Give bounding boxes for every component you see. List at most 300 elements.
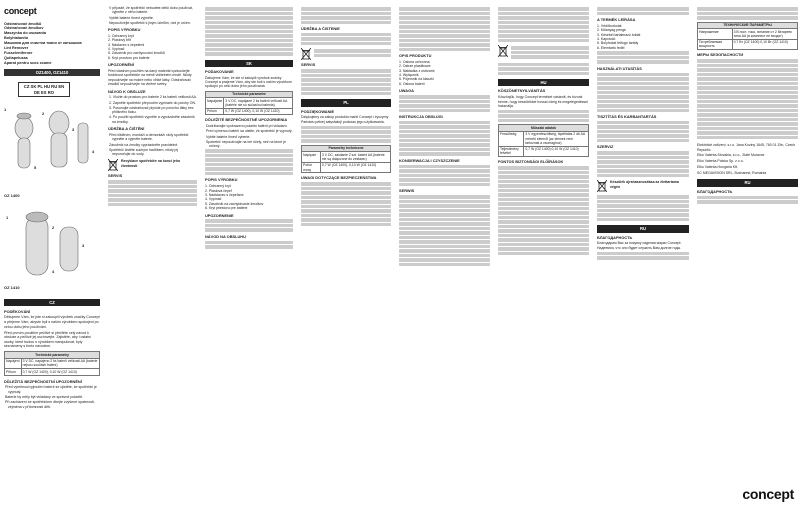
text-line <box>697 113 798 117</box>
text-line <box>597 151 689 155</box>
sk-intro: Ďakujeme Vám, že ste si zakúpili výrobok značky Concept a prajeme Vám, aby ste boli s naším výrobkom spokojní po celú dobu jeho používania. <box>205 75 292 89</box>
text-line <box>498 225 589 229</box>
text-line <box>597 134 689 138</box>
fig-label-b1: 1 <box>6 214 9 220</box>
cover-column <box>0 0 104 511</box>
sk-heading: POĎAKOVANIE <box>205 68 234 74</box>
ru-table-cell: 0,7 Вт (OZ 1400) 0,10 Вт (OZ 1410) <box>732 39 797 50</box>
pl-table-cell: Napięcie <box>302 152 321 163</box>
hu-continued-column <box>593 0 693 511</box>
text-line <box>498 234 589 238</box>
text-line <box>205 21 293 25</box>
text-line <box>597 256 689 260</box>
text-line <box>301 135 391 139</box>
text-line <box>399 209 490 213</box>
sk-pl-column <box>297 0 395 511</box>
cz-table-cell: Napájení <box>5 358 22 369</box>
text-line <box>597 12 689 16</box>
text-line <box>399 204 490 208</box>
text-line <box>399 95 490 99</box>
text-line <box>301 182 391 186</box>
hu-table-cell: Teljesítmény felvétel <box>499 146 524 157</box>
crossed-bin-icon <box>498 45 508 57</box>
text-line <box>399 7 490 11</box>
text-line <box>399 130 490 134</box>
cz-safety-item: V případě, že spotřebič nebudete delší dobu používat, vyjměte z něho baterie. <box>109 6 193 15</box>
sk-notice-heading: UPOZORNENIE <box>205 212 234 218</box>
text-line <box>498 16 589 20</box>
title-en: Lint Remover <box>4 46 29 51</box>
text-line <box>399 174 490 178</box>
text-line <box>301 69 391 73</box>
text-line <box>301 187 391 191</box>
text-line <box>597 51 689 55</box>
pl-recycle-block <box>498 45 589 60</box>
text-line <box>697 64 798 68</box>
text-line <box>399 227 490 231</box>
hu-part-item: 6. Elemtartó fedél <box>597 45 625 50</box>
sk-recycle-block <box>301 48 391 60</box>
text-line <box>697 104 798 108</box>
text-line <box>498 110 589 114</box>
text-line <box>108 180 197 184</box>
sk-safety-item: Dodržiavajte vyobrazenú polaritu batérií pri vkladaní. <box>206 124 288 129</box>
ru-tech-table <box>697 22 798 51</box>
brand-logo: concept <box>4 6 37 16</box>
text-line <box>498 220 589 224</box>
text-line <box>399 134 490 138</box>
text-line <box>697 122 798 126</box>
cz-safety-heading: DŮLEŽITÁ BEZPEČNOSTNÍ UPOZORNĚNÍ <box>4 378 82 384</box>
text-line <box>498 193 589 197</box>
text-line <box>301 209 391 213</box>
text-line <box>697 136 798 140</box>
crossed-bin-icon <box>108 159 118 171</box>
fig-label-b4: 4 <box>52 268 55 274</box>
text-line <box>697 200 798 204</box>
cz-intro: Děkujeme Vám, že jste si zakoupili výrobek značky Concept a přejeme Vám, abyste byli s naším výrobkem spokojeni po celou dobu jeho používání. <box>4 315 100 329</box>
pl-tech-table <box>301 145 391 174</box>
lang-head-cz: CZ <box>4 299 100 306</box>
sk-part-item: 5. Zásobník na zachytávanie žmolkov <box>205 201 264 206</box>
text-line <box>205 25 293 29</box>
text-line <box>597 209 689 213</box>
text-line <box>399 245 490 249</box>
text-line <box>399 254 490 258</box>
text-line <box>205 245 293 249</box>
text-line <box>697 91 798 95</box>
text-line <box>498 72 589 76</box>
text-line <box>399 48 490 52</box>
text-line <box>597 60 689 64</box>
sk-table-cell: 3 V DC, napájané 2 ks batérií veľkosti AA (batérie nie sú súčasťou balenia) <box>224 98 293 109</box>
sk-safety-item: Vybité batérie ihneď vyberte. <box>206 134 251 139</box>
text-line <box>301 42 391 46</box>
text-line <box>511 51 589 55</box>
cz-part-item: 5. Zásobník pro zachycování žmolků <box>108 51 165 56</box>
text-line <box>301 87 391 91</box>
cz-recycle-block <box>108 159 197 171</box>
title-pl: Maszynka do usuwania <box>4 31 46 36</box>
text-line <box>108 194 197 198</box>
brand-logo-footer: concept <box>742 485 794 502</box>
crossed-bin-icon <box>301 48 311 60</box>
text-line <box>498 211 589 215</box>
text-line <box>697 59 798 63</box>
text-line <box>597 56 689 60</box>
text-line <box>399 222 490 226</box>
text-line <box>498 229 589 233</box>
sk-table-title: Technické parametre <box>206 91 293 97</box>
cz-notice: Před vlastním použitím na daný materiál vyzkoušejte funkčnost spotřebiče na méně viditelném místě. Nikdy nepoužívejte na mokré nebo vlhké látky. Odstraňovač žmolků nepoužívejte na vlněné svetry. <box>108 69 192 87</box>
text-line <box>597 160 689 164</box>
text-line <box>597 73 689 77</box>
contact-sk: Elko Valenta-Slovakia, s.r.o., Zlaté Moravce <box>697 153 765 158</box>
text-line <box>498 67 589 71</box>
text-line <box>399 240 490 244</box>
text-line <box>597 125 689 129</box>
cz-heading: PODĚKOVÁNÍ <box>4 309 31 315</box>
text-line <box>597 109 689 113</box>
hu-table-cell: 3 V egyenfeszültség, tápellátás 2 db AA méretű elemről (az elemek nem tartoznak a csomaghoz) <box>524 131 589 146</box>
text-line <box>399 236 490 240</box>
hu-table-title: Műszaki adatok <box>499 125 589 131</box>
contact-pl: Elko Valenta Polska Sp. z o.o. <box>697 159 744 164</box>
text-line <box>399 21 490 25</box>
text-line <box>498 207 589 211</box>
cz-intro2: Před prvním použitím pečlivě si přečtěte celý návod k obsluze a pečlivě jej uschovejte. Zajistěte, aby i ostatní osoby, které budou s výrobkem manipulovat, byly seznámeny s tímto návodem. <box>4 330 92 349</box>
text-line <box>498 198 589 202</box>
ru-table-cell: Потребляемая мощность <box>698 39 733 50</box>
sk-safety-heading: DÔLEŽITÉ BEZPEČNOSTNÉ UPOZORNENIA <box>205 117 288 123</box>
text-line <box>597 130 689 134</box>
text-line <box>399 39 490 43</box>
text-line <box>399 165 490 169</box>
title-ru: Машинка для очистки ткани от катышков <box>4 41 82 46</box>
fig-label-3: 3 <box>72 126 75 132</box>
text-line <box>597 252 689 256</box>
sk-table-cell: Napájanie <box>206 98 224 109</box>
text-line <box>301 218 391 222</box>
cz-part-item: 2. Plastový břit <box>108 38 131 43</box>
sk-use-heading: NÁVOD NA OBSLUHU <box>205 233 246 239</box>
cz-use-step: 4. Po použití spotřebič vypněte a vyprázdněte zásobník na žmolky. <box>109 115 195 124</box>
text-line <box>498 114 589 118</box>
fig-label-b3: 3 <box>82 242 85 248</box>
title-sk: Odstraňovač žmolkov <box>4 26 44 31</box>
text-line <box>301 21 391 25</box>
cz-safety-item: Při zacházení se spotřebičem dbejte zvýšené opatrnosti, zejména v přítomnosti dětí. <box>5 400 95 409</box>
hu-use-heading: HASZNÁLATI UTASÍTÁS <box>597 65 642 71</box>
text-line <box>301 200 391 204</box>
sk-safety-item: Pred výmenou batérií sa uistite, že spotrebič je vypnutý. <box>206 129 293 134</box>
text-line <box>205 12 293 16</box>
fig-label-5: 5 <box>34 164 37 170</box>
product-figure-oz1400 <box>4 103 100 203</box>
pl-safety-heading: UWAGI DOTYCZĄCE BEZPIECZEŃSTWA <box>301 175 377 181</box>
text-line <box>697 77 798 81</box>
ru-table-title: ТЕХНИЧЕСКИЕ ПАРАМЕТРЫ <box>698 22 798 28</box>
text-line <box>597 121 689 125</box>
text-line <box>498 247 589 251</box>
text-line <box>205 30 293 34</box>
text-line <box>697 12 798 16</box>
ru-table-cell: 3 В пост. тока, питание от 2 батареек типа AA (в комплект не входят) <box>732 28 797 39</box>
fig-label-oz1400: OZ 1400 <box>4 192 20 198</box>
pl-heading: PODZIĘKOWANIE <box>301 108 335 114</box>
text-line <box>399 200 490 204</box>
text-line <box>498 184 589 188</box>
cz-safety-item: Před výměnou/vyjmutím baterií se ujistěte, že spotřebič je vypnutý. <box>5 384 97 394</box>
cz-table-cell: 0,7 W (OZ 1400), 0,10 W (OZ 1410) <box>21 369 99 376</box>
text-line <box>399 152 490 156</box>
text-line <box>498 25 589 29</box>
text-line <box>399 263 490 267</box>
model-bar: OZ1400, OZ1410 <box>4 69 100 76</box>
text-line <box>498 243 589 247</box>
text-line <box>205 163 293 167</box>
text-line <box>301 223 391 227</box>
sk-part-item: 4. Vypínač <box>205 197 222 202</box>
ru-table-cell: Напряжение <box>698 28 733 39</box>
text-line <box>498 166 589 170</box>
pl-table-title: Parametry techniczne <box>302 145 391 151</box>
text-line <box>597 104 689 108</box>
cz-use-step: 3. Posunujte odstraňovač plynule po povrchu látky bez přílišného tlaku. <box>109 105 194 115</box>
text-line <box>697 68 798 72</box>
text-line <box>205 228 293 232</box>
hu-tech-table <box>498 124 589 157</box>
contact-hu: Elko Valenta-Hungária Kft. <box>697 165 738 170</box>
text-line <box>498 189 589 193</box>
text-line <box>205 39 293 43</box>
text-line <box>108 189 197 193</box>
cz-column <box>104 0 201 511</box>
text-line <box>697 131 798 135</box>
title-cz: Odstraňovač žmolků <box>4 21 42 26</box>
sk-clean-heading: ÚDRŽBA A ČISTENIE <box>301 26 340 31</box>
hu-part-item: 4. Kapcsoló <box>597 37 616 41</box>
pl-table-cell: Pobór mocy <box>302 162 321 173</box>
text-line <box>399 43 490 47</box>
product-titles <box>4 22 100 66</box>
hu-table-cell: Feszültség <box>499 131 524 146</box>
text-line <box>697 86 798 90</box>
text-line <box>498 171 589 175</box>
pl-part-item: 1. Osłona ochronna <box>399 59 430 64</box>
fig-label-1: 1 <box>4 106 7 112</box>
sk-part-item: 1. Ochranný kryt <box>205 184 231 189</box>
text-line <box>301 139 391 143</box>
text-line <box>399 25 490 29</box>
cz-notice-heading: UPOZORNĚNÍ <box>108 62 134 68</box>
lang-head-ru-bottom: RU <box>697 179 798 186</box>
cz-safety-item: Vybité baterie ihned vyjměte. <box>109 15 154 20</box>
cz-parts-heading: POPIS VÝROBKU <box>108 27 141 33</box>
hu-part-item: 2. Műanyag penge <box>597 28 626 33</box>
cz-use-step: 1. Vložte do prostoru pro baterie 2 ks baterií velikosti AA. <box>109 95 197 100</box>
cz-safety-item: Baterie by měly být vkládány ve správné polaritě. <box>5 394 84 399</box>
ru-heading: БЛАГОДАРНОСТЬ <box>597 234 633 240</box>
text-line <box>108 185 197 189</box>
sk-service-heading: SERVIS <box>301 62 316 68</box>
text-line <box>301 130 391 134</box>
text-line <box>205 48 293 52</box>
text-line <box>697 100 798 104</box>
text-line <box>498 180 589 184</box>
text-line <box>498 238 589 242</box>
text-line <box>498 202 589 206</box>
title-hu: Bolyhtalanító <box>4 36 29 41</box>
text-line <box>697 73 798 77</box>
pl-table-cell: 3 V DC, zasilanie 2 szt. baterii AA (baterie nie są dołączone do zestawu) <box>320 152 390 163</box>
sk-safety-item: Spotrebič nepoužívajte na iné účely, než na ktoré je určený. <box>206 139 286 149</box>
pl-notice-heading: UWAGA <box>399 88 414 94</box>
pl-use-heading: INSTRUKCJA OBSŁUGI <box>399 114 443 119</box>
hu-recycle-heading: Készülék újrahasznosítása az élettartama végén <box>610 180 679 189</box>
text-line <box>697 82 798 86</box>
text-line <box>205 172 293 176</box>
sk-part-item: 3. Nadstavec s čepeľami <box>205 193 244 198</box>
text-line <box>301 191 391 195</box>
text-line <box>399 169 490 173</box>
text-line <box>399 100 490 104</box>
cz-recycle-heading: Recyklace spotřebiče na konci jeho životnosti <box>121 159 181 168</box>
text-line <box>597 91 689 95</box>
text-line <box>205 167 293 171</box>
text-line <box>399 148 490 152</box>
sk-column <box>201 0 297 511</box>
hu-heading: KÖSZÖNETNYILVÁNÍTÁS <box>498 88 546 94</box>
text-line <box>301 12 391 16</box>
text-line <box>205 241 293 245</box>
fig-label-b2: 2 <box>52 224 55 230</box>
text-line <box>697 127 798 131</box>
text-line <box>597 213 689 217</box>
ru-intro: Благодарим Вас за покупку изделия марки Concept. Надеемся, что оно будет служить Вам долгие годы. <box>597 241 682 250</box>
hu-safety-heading: FONTOS BIZTONSÁGI ELŐÍRÁSOK <box>498 159 564 165</box>
text-line <box>301 126 391 130</box>
text-line <box>399 139 490 143</box>
hu-column <box>494 0 593 511</box>
text-line <box>399 231 490 235</box>
text-line <box>301 7 391 11</box>
pl-table-cell: 0,7 W (OZ 1400), 0,10 W (OZ 1410) <box>320 162 390 173</box>
text-line <box>108 203 197 207</box>
pl-part-item: 2. Ostrze plastikowe <box>399 64 431 69</box>
text-line <box>498 252 589 256</box>
text-line <box>301 205 391 209</box>
text-line <box>697 109 798 113</box>
contacts-block <box>697 143 798 175</box>
cz-table-cell: Příkon <box>5 369 22 376</box>
text-line <box>498 34 589 38</box>
cz-part-item: 4. Vypínač <box>108 47 125 52</box>
pl-service-heading: SERWIS <box>399 188 415 194</box>
text-line <box>597 82 689 86</box>
contact-ro: SC MEGAVISION SRL, Bucharest, Romania <box>697 171 767 176</box>
cz-service-heading: SERVIS <box>108 173 123 179</box>
cz-safety-item: Nepoužívejte spotřebič k jiným účelům, než je určen. <box>109 20 191 25</box>
text-line <box>205 158 293 162</box>
cz-clean-item: Spotřebič čistěte suchým hadříkem, nikdy jej neponořujte do vody. <box>109 147 179 157</box>
pl-column <box>395 0 494 511</box>
text-line <box>498 216 589 220</box>
text-line <box>697 118 798 122</box>
lang-head-hu: HU <box>498 79 589 86</box>
text-line <box>205 34 293 38</box>
text-line <box>697 95 798 99</box>
ru-heading-bottom: БЛАГОДАРНОСТЬ <box>697 188 733 194</box>
hu-part-item: 5. Bolyhokat felfogó tartály <box>597 41 639 46</box>
text-line <box>597 169 689 173</box>
lang-head-ru: RU <box>597 225 689 232</box>
text-line <box>597 156 689 160</box>
text-line <box>314 49 391 53</box>
lint-remover-drawing-1 <box>4 103 100 203</box>
ru-contacts-column <box>693 0 802 511</box>
text-line <box>498 39 589 43</box>
sk-part-item: 6. Kryt priestoru pre batérie <box>205 206 248 211</box>
sk-parts-heading: POPIS VÝROBKU <box>205 177 238 183</box>
text-line <box>597 7 689 11</box>
text-line <box>597 218 689 222</box>
pl-part-item: 5. Pojemnik na kłaczki <box>399 77 434 82</box>
hu-service-heading: SZERVIZ <box>597 144 614 150</box>
pl-part-item: 4. Wyłącznik <box>399 73 419 77</box>
text-line <box>498 30 589 34</box>
text-line <box>597 195 689 199</box>
text-line <box>205 154 293 158</box>
crossed-bin-icon <box>597 180 607 192</box>
text-line <box>399 30 490 34</box>
pl-intro: Dziękujemy za zakup produktu marki Concept i życzymy Państwu pełnej satysfakcji podczas jego użytkowania. <box>301 115 389 124</box>
text-line <box>399 258 490 262</box>
text-line <box>108 198 197 202</box>
cz-clean-heading: ÚDRŽBA A ČIŠTĚNÍ <box>108 126 145 132</box>
cz-use-step: 2. Zapněte spotřebič přepnutím vypínače do polohy ON. <box>109 100 196 105</box>
text-line <box>399 121 490 125</box>
text-line <box>511 46 589 50</box>
text-line <box>301 74 391 78</box>
text-line <box>697 196 798 200</box>
hu-clean-heading: TISZTÍTÁS ÉS KARBANTARTÁS <box>597 114 657 119</box>
text-line <box>399 183 490 187</box>
product-figure-oz1410 <box>4 207 100 295</box>
text-line <box>399 12 490 16</box>
cz-tech-table <box>4 351 100 376</box>
text-line <box>399 109 490 113</box>
cz-table-title: Technické parametry <box>5 351 100 358</box>
text-line <box>301 78 391 82</box>
text-line <box>314 54 391 58</box>
text-line <box>205 149 293 153</box>
text-line <box>205 219 293 223</box>
text-line <box>399 34 490 38</box>
hu-parts-heading: A TERMÉK LEÍRÁSA <box>597 17 636 22</box>
pl-clean-heading: KONSERWACJA I CZYSZCZENIE <box>399 157 460 163</box>
text-line <box>597 139 689 143</box>
hu-intro: Köszönjük, hogy Concept terméket vásárolt, és bízunk benne, hogy készülékkel hosszú ideig és megelégedéssel használja. <box>498 95 588 108</box>
text-line <box>205 43 293 47</box>
text-line <box>205 16 293 20</box>
pl-part-item: 3. Nakładka z ostrzami <box>399 68 435 73</box>
pl-part-item: 6. Osłona baterii <box>399 81 425 86</box>
text-line <box>399 104 490 108</box>
cz-clean-item: Před čištěním, montáží a demontáží vždy spotřebič vypněte a vyjměte baterie. <box>109 132 189 142</box>
text-line <box>498 21 589 25</box>
hu-recycle-block <box>597 180 689 192</box>
